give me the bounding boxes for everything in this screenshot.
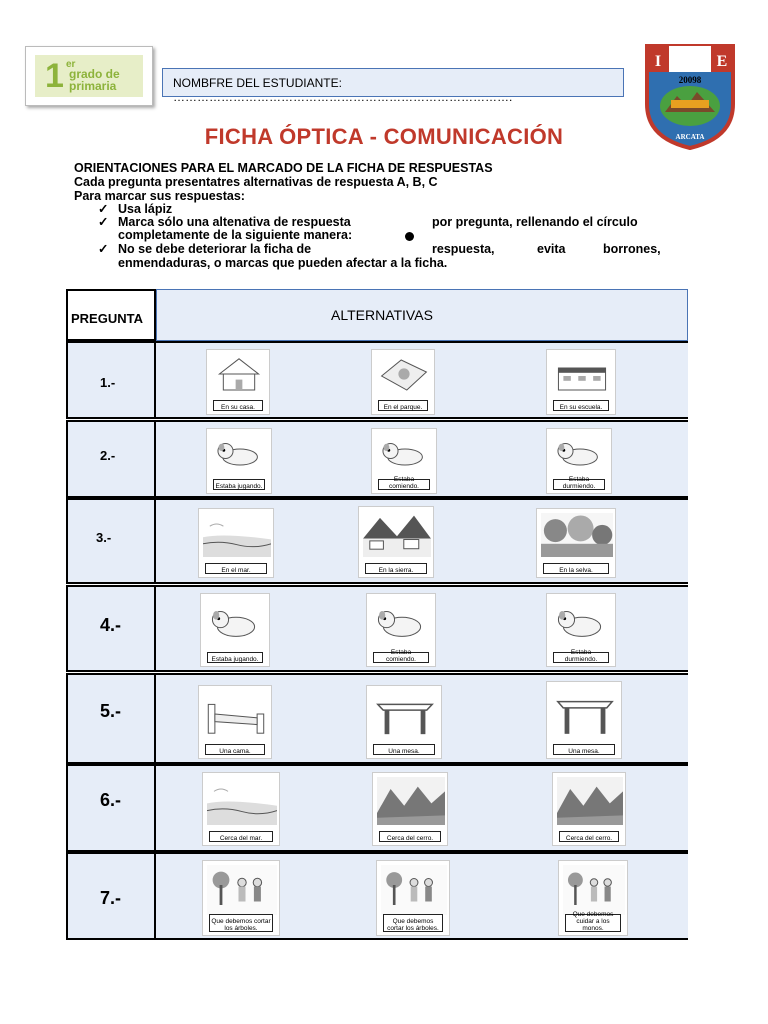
dog-playing-icon <box>205 598 267 646</box>
table-row <box>66 673 688 764</box>
option-caption: Estaba jugando. <box>215 483 263 490</box>
table-row <box>66 341 688 419</box>
question-cell <box>66 422 156 496</box>
bed-icon <box>203 690 269 738</box>
check-icon: ✓ <box>98 215 109 229</box>
dog-sleeping-icon <box>551 433 609 473</box>
option-caption: Una mesa. <box>388 748 420 755</box>
grade-text-2: primaria <box>69 79 117 93</box>
answer-option-a[interactable] <box>206 428 272 494</box>
answer-option-b[interactable] <box>376 860 450 936</box>
option-caption: En su casa. <box>221 404 255 411</box>
bullet-2: ✓ Marca sólo una altenativa de respuesta <box>98 215 351 229</box>
answer-option-c[interactable] <box>546 349 616 415</box>
answer-option-c[interactable] <box>546 681 622 759</box>
table-row <box>66 852 688 940</box>
jungle-icon <box>541 513 613 557</box>
children-trees-icon <box>207 865 277 915</box>
option-caption: Que debemos cortar los árboles. <box>211 918 271 932</box>
page-title: FICHA ÓPTICA - COMUNICACIÓN <box>204 124 564 149</box>
instructions-line-1: Cada pregunta presentatres alternativas de respuesta A, B, C <box>74 175 438 189</box>
grade-number: 1 <box>45 57 64 95</box>
answer-option-a[interactable] <box>202 772 280 846</box>
table-icon <box>551 686 619 738</box>
option-caption: Cerca del cerro. <box>565 835 613 842</box>
table-row <box>66 585 688 672</box>
option-caption: Que debemos cuidar a los monos. <box>572 911 614 932</box>
shield-number: 20098 <box>678 75 702 85</box>
option-caption: Estaba comiendo. <box>386 649 416 663</box>
question-number: 5.- <box>100 701 122 721</box>
hills-icon <box>557 777 623 825</box>
bullet-3-word-1: respuesta, <box>432 242 495 256</box>
park-icon <box>376 354 432 394</box>
option-caption: En el parque. <box>383 404 423 411</box>
bullet-2-cont: por pregunta, rellenando el círculo <box>432 215 638 229</box>
answer-option-a[interactable] <box>206 349 270 415</box>
bullet-1: ✓ Usa lápiz <box>98 202 173 216</box>
option-caption: Estaba durmiendo. <box>564 649 598 663</box>
option-caption: Que debemos cortar los árboles. <box>387 918 439 932</box>
student-name-label: NOMBFRE DEL ESTUDIANTE: …………………………………………………………………………. <box>173 76 513 104</box>
table-icon <box>371 690 439 738</box>
children-trees-icon <box>381 865 447 915</box>
option-caption: Estaba jugando. <box>211 656 259 663</box>
option-caption: En su escuela. <box>559 404 603 411</box>
answer-option-b[interactable] <box>372 772 448 846</box>
option-caption: Cerca del mar. <box>219 835 263 842</box>
dog-playing-icon <box>211 433 269 473</box>
option-caption: Cerca del cerro. <box>386 835 434 842</box>
question-number: 2.- <box>100 448 116 463</box>
answer-option-a[interactable] <box>202 860 280 936</box>
question-number: 1.- <box>100 375 116 390</box>
answer-option-c[interactable] <box>546 593 616 667</box>
table-row <box>66 420 688 498</box>
bullet-3-word-2: evita <box>537 242 566 256</box>
answer-option-c[interactable] <box>552 772 626 846</box>
bullet-2-line-2: completamente de la siguiente manera: <box>118 228 353 242</box>
question-cell <box>66 587 156 670</box>
question-cell <box>66 500 156 582</box>
shield-letter-left: I <box>654 53 662 70</box>
answer-option-a[interactable] <box>198 508 274 578</box>
grade-superscript: er <box>66 59 76 70</box>
shield-letter-right: E <box>716 53 728 70</box>
grade-badge <box>25 46 153 106</box>
grade-text-1: grado de <box>69 67 120 81</box>
question-number: 3.- <box>96 530 112 545</box>
answer-option-b[interactable] <box>371 349 435 415</box>
shield-motto: ARCATA <box>675 133 705 141</box>
sea-icon <box>207 777 277 825</box>
dog-eating-icon <box>371 598 433 646</box>
dog-eating-icon <box>376 433 434 473</box>
hills-icon <box>377 777 445 825</box>
answer-option-b[interactable] <box>358 506 434 578</box>
option-caption: En la sierra. <box>378 567 414 574</box>
table-row <box>66 498 688 584</box>
check-icon: ✓ <box>98 242 109 256</box>
question-number: 7.- <box>100 888 122 908</box>
instructions-line-2: Para marcar sus respuestas: <box>74 189 245 203</box>
answer-option-a[interactable] <box>198 685 272 759</box>
question-cell <box>66 854 156 938</box>
house-icon <box>211 354 267 394</box>
option-caption: Estaba comiendo. <box>389 476 419 490</box>
filled-circle-example-icon <box>405 232 414 241</box>
question-number: 6.- <box>100 790 122 810</box>
children-monkeys-icon <box>563 865 625 915</box>
bullet-3-line-2: enmendaduras, o marcas que pueden afectar a la ficha. <box>118 256 448 270</box>
header-pregunta: PREGUNTA <box>66 289 156 341</box>
answer-option-c[interactable] <box>536 508 616 578</box>
sea-icon <box>203 513 271 557</box>
bullet-3: ✓ No se debe deteriorar la ficha de <box>98 242 312 256</box>
school-icon <box>551 354 613 394</box>
dog-sleeping-icon <box>551 598 613 646</box>
question-number: 4.- <box>100 615 122 635</box>
question-cell <box>66 343 156 417</box>
option-caption: Una mesa. <box>568 748 600 755</box>
instructions-heading: ORIENTACIONES PARA EL MARCADO DE LA FICHA DE RESPUESTAS <box>74 161 493 175</box>
option-caption: En el mar. <box>221 567 251 574</box>
answer-option-b[interactable] <box>366 593 436 667</box>
option-caption: Estaba durmiendo. <box>562 476 596 490</box>
bullet-3-word-3: borrones, <box>603 242 661 256</box>
answer-option-b[interactable] <box>371 428 437 494</box>
question-cell <box>66 766 156 850</box>
question-cell <box>66 675 156 762</box>
table-row <box>66 764 688 852</box>
student-name-field[interactable] <box>162 68 624 104</box>
answer-option-b[interactable] <box>366 685 442 759</box>
answer-option-c[interactable] <box>546 428 612 494</box>
option-caption: Una cama. <box>219 748 251 755</box>
mountains-icon <box>363 511 431 557</box>
answer-option-c[interactable] <box>558 860 628 936</box>
option-caption: En la selva. <box>559 567 593 574</box>
answer-option-a[interactable] <box>200 593 270 667</box>
header-alternativas: ALTERNATIVAS <box>156 289 688 341</box>
check-icon: ✓ <box>98 202 109 216</box>
